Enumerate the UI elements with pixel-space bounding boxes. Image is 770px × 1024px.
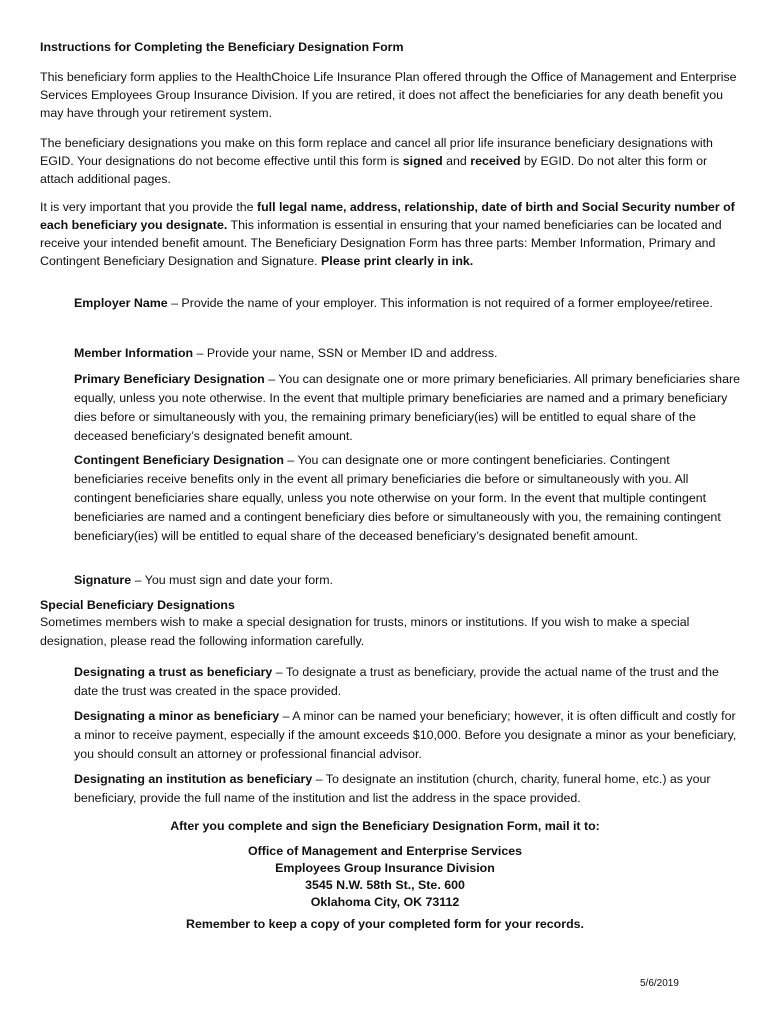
section-member-information bbox=[74, 344, 742, 363]
replace-text-1: The beneficiary designations you make on this form replace and cancel all prior life insurance beneficiary designations with EGID. Your designations do not become effective until this form is bbox=[40, 136, 713, 168]
section-heading: Signature bbox=[74, 573, 132, 587]
important-text-2: This information is essential in ensuring that your named beneficiaries can be located and receive your intended benefit amount. The Beneficiary Designation Form has three parts: Member Information, Primary and Contingent Beneficiary Designation and Signature. bbox=[40, 218, 722, 268]
signed-emphasis: signed bbox=[402, 154, 443, 168]
section-text: – You must sign and date your form. bbox=[131, 573, 333, 587]
received-emphasis: received bbox=[470, 154, 521, 168]
section-employer-name bbox=[74, 294, 742, 313]
important-bold-2: Please print clearly in ink. bbox=[321, 254, 474, 268]
special-item-text: – A minor can be named your beneficiary; however, it is often difficult and costly for a minor to receive payment, especially if the amount exceeds $10,000. Before you designate a minor as your beneficiary, you should consult an attorney or professional financial advisor. bbox=[74, 709, 737, 761]
important-bold-1: full legal name, address, relationship, date of birth and Social Security number of each beneficiary you designate. bbox=[40, 200, 735, 232]
address-line-2: Employees Group Insurance Division bbox=[275, 861, 495, 875]
special-item-institution bbox=[74, 770, 742, 808]
section-heading: Member Information bbox=[74, 346, 194, 360]
reminder-text: Remember to keep a copy of your completed form for your records. bbox=[186, 917, 584, 931]
mail-instruction: After you complete and sign the Beneficiary Designation Form, mail it to: bbox=[170, 819, 600, 833]
section-heading: Primary Beneficiary Designation bbox=[74, 372, 265, 386]
form-date: 5/6/2019 bbox=[640, 978, 679, 989]
special-item-trust bbox=[74, 663, 742, 701]
address-line-4: Oklahoma City, OK 73112 bbox=[310, 895, 460, 909]
special-item-minor bbox=[74, 707, 742, 764]
section-text: – Provide the name of your employer. This information is not required of a former employee/retiree. bbox=[167, 296, 713, 310]
special-item-heading: Designating an institution as beneficiary bbox=[74, 772, 313, 786]
special-text: Sometimes members wish to make a special designation for trusts, minors or institutions. If you wish to make a special designation, please read the following information carefully. bbox=[40, 615, 690, 648]
section-signature bbox=[74, 571, 742, 590]
replace-text-2: by EGID. Do not alter this form or attach additional pages. bbox=[40, 154, 708, 186]
important-text-1: It is very important that you provide the bbox=[40, 200, 257, 214]
replace-paragraph bbox=[40, 134, 740, 188]
replace-text-and: and bbox=[442, 154, 471, 168]
special-item-heading: Designating a minor as beneficiary bbox=[74, 709, 280, 723]
section-primary-beneficiary bbox=[74, 370, 742, 446]
section-text: – You can designate one or more primary beneficiaries. All primary beneficiaries share equally, unless you note otherwise. In the event that multiple primary beneficiaries are named and a primary beneficiary dies before or simultaneously with you, the remaining primary beneficiary(ies) will be entitled to equal share of the deceased beneficiary’s designated benefit amount. bbox=[74, 372, 740, 443]
address-line-3: 3545 N.W. 58th St., Ste. 600 bbox=[305, 878, 465, 892]
address-line-1: Office of Management and Enterprise Services bbox=[247, 844, 523, 858]
page-title: Instructions for Completing the Beneficiary Designation Form bbox=[40, 40, 404, 54]
mailing-address bbox=[0, 843, 770, 911]
section-text: – You can designate one or more contingent beneficiaries. Contingent beneficiaries receive benefits only in the event all primary beneficiaries die before or simultaneously with you. All contingent beneficiaries share equally, unless you note otherwise on your form. In the event that multiple contingent beneficiaries are named and a contingent beneficiary dies before or simultaneously with you, the remaining contingent beneficiary(ies) will be entitled to equal share of the deceased beneficiary’s designated benefit amount. bbox=[74, 453, 721, 543]
special-item-heading: Designating a trust as beneficiary bbox=[74, 665, 273, 679]
special-heading: Special Beneficiary Designations bbox=[40, 598, 235, 612]
important-paragraph bbox=[40, 198, 740, 270]
section-text: – Provide your name, SSN or Member ID and address. bbox=[193, 346, 498, 360]
intro-paragraph: This beneficiary form applies to the HealthChoice Life Insurance Plan offered through the Office of Management and Enterprise Services Employees Group Insurance Division. If you are retired, it does not affect the beneficiaries for any death benefit you may have through your retirement system. bbox=[40, 70, 737, 120]
section-contingent-beneficiary bbox=[74, 451, 742, 546]
section-heading: Contingent Beneficiary Designation bbox=[74, 453, 284, 467]
section-heading: Employer Name bbox=[74, 296, 168, 310]
special-item-text: – To designate an institution (church, charity, funeral home, etc.) as your beneficiary, provide the full name of the institution and list the address in the space provided. bbox=[74, 772, 711, 805]
special-item-text: – To designate a trust as beneficiary, provide the actual name of the trust and the date the trust was created in the space provided. bbox=[74, 665, 719, 698]
